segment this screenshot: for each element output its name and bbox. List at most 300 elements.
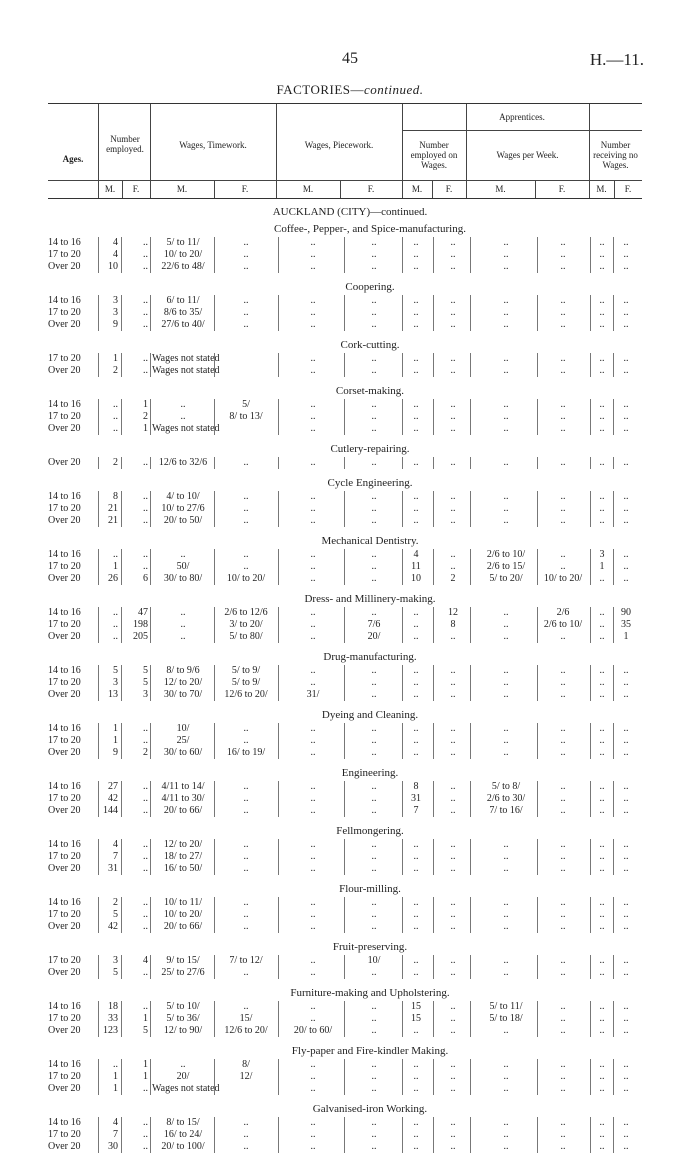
cell-timework-f: 2/6 to 12/6 — [224, 607, 268, 618]
cell-age: Over 20 — [48, 1141, 81, 1152]
cell-app-wage-m: 5/ to 11/ — [489, 1001, 523, 1012]
column-rule — [98, 1059, 99, 1095]
column-rule — [537, 237, 538, 273]
cell-app-wage-f: .. — [560, 723, 566, 734]
header-app-number: Number employed on Wages. — [410, 140, 458, 170]
cell-piecework-m: .. — [310, 1013, 316, 1024]
column-rule — [214, 1001, 215, 1037]
cell-app-num-f: .. — [450, 503, 456, 514]
cell-no-wage-f: .. — [623, 677, 629, 688]
cell-no-wage-m: .. — [599, 261, 605, 272]
cell-app-num-f: .. — [450, 249, 456, 260]
cell-piecework-f: .. — [371, 607, 377, 618]
cell-app-num-f: .. — [450, 549, 456, 560]
cell-timework-f: .. — [243, 457, 249, 468]
cell-app-num-m: .. — [413, 723, 419, 734]
column-rule — [98, 457, 99, 469]
cell-no-wage-m: .. — [599, 631, 605, 642]
cell-timework-m: .. — [180, 607, 186, 618]
industry-title: Coopering. — [345, 281, 395, 293]
column-rule — [470, 839, 471, 875]
cell-app-num-m: 31 — [411, 793, 421, 804]
column-rule — [214, 665, 215, 701]
column-rule — [402, 723, 403, 759]
cell-no-wage-f: .. — [623, 1013, 629, 1024]
industry-title: Furniture-making and Upholstering. — [290, 987, 450, 999]
cell-age: 14 to 16 — [48, 1001, 81, 1012]
cell-age: 17 to 20 — [48, 955, 81, 966]
industry-section — [0, 280, 700, 331]
cell-num-f: .. — [143, 897, 148, 908]
column-rule — [537, 665, 538, 701]
table-row — [0, 1083, 700, 1095]
cell-app-wage-m: .. — [503, 491, 509, 502]
cell-num-m: 3 — [113, 295, 118, 306]
cell-piecework-m: .. — [310, 897, 316, 908]
cell-app-wage-f: .. — [560, 399, 566, 410]
cell-age: 17 to 20 — [48, 411, 81, 422]
column-rule — [344, 1059, 345, 1095]
column-rule — [150, 1001, 151, 1037]
column-rule — [470, 549, 471, 585]
cell-piecework-m: .. — [310, 1083, 316, 1094]
industry-title: Fly-paper and Fire-kindler Making. — [291, 1045, 449, 1057]
cell-no-wage-m: .. — [599, 503, 605, 514]
cell-num-m: 3 — [113, 955, 118, 966]
cell-app-num-m: .. — [413, 1117, 419, 1128]
cell-app-num-f: .. — [450, 1141, 456, 1152]
cell-timework-f: .. — [243, 851, 249, 862]
table-row — [0, 573, 700, 585]
cell-app-num-f: .. — [450, 897, 456, 908]
cell-num-f: .. — [143, 1083, 148, 1094]
cell-timework-m: 10/ to 27/6 — [161, 503, 205, 514]
table-row — [0, 423, 700, 435]
cell-num-f: 5 — [143, 677, 148, 688]
cell-timework-m: 4/11 to 30/ — [161, 793, 205, 804]
column-rule — [590, 665, 591, 701]
cell-app-wage-f: .. — [560, 503, 566, 514]
cell-app-wage-m: .. — [503, 851, 509, 862]
column-rule — [121, 457, 122, 469]
cell-app-num-m: .. — [413, 399, 419, 410]
column-rule — [344, 955, 345, 979]
cell-no-wage-m: .. — [599, 967, 605, 978]
cell-timework-f: 8/ — [242, 1059, 250, 1070]
industry-section — [0, 766, 700, 817]
cell-piecework-f: .. — [371, 967, 377, 978]
cell-app-num-m: .. — [413, 1141, 419, 1152]
cell-app-wage-m: 2/6 to 30/ — [486, 793, 526, 804]
column-rule — [537, 839, 538, 875]
column-rule — [98, 665, 99, 701]
column-rule — [214, 781, 215, 817]
cell-no-wage-f: .. — [623, 781, 629, 792]
cell-app-wage-f: .. — [560, 1071, 566, 1082]
cell-app-num-m: .. — [413, 967, 419, 978]
column-rule — [433, 607, 434, 643]
cell-timework-m: Wages not stated — [152, 353, 220, 364]
cell-timework-f: 5/ to 9/ — [231, 677, 261, 688]
cell-timework-m: .. — [180, 619, 186, 630]
cell-app-num-m: .. — [413, 735, 419, 746]
column-rule — [121, 955, 122, 979]
table-row — [0, 723, 700, 735]
cell-timework-f: 12/6 to 20/ — [224, 689, 268, 700]
cell-no-wage-m: 1 — [599, 561, 605, 572]
cell-piecework-f: .. — [371, 781, 377, 792]
cell-age: 17 to 20 — [48, 851, 81, 862]
industry-section — [0, 708, 700, 759]
column-rule — [278, 1117, 279, 1153]
cell-app-wage-f: .. — [560, 515, 566, 526]
column-rule — [150, 549, 151, 585]
cell-num-m: 9 — [113, 319, 118, 330]
cell-app-num-m: .. — [413, 921, 419, 932]
cell-piecework-f: .. — [371, 689, 377, 700]
industry-title: Dyeing and Cleaning. — [321, 709, 419, 721]
column-rule — [214, 549, 215, 585]
cell-piecework-f: .. — [371, 573, 377, 584]
cell-num-f: 3 — [143, 689, 148, 700]
column-rule — [433, 897, 434, 933]
cell-app-wage-f: .. — [560, 423, 566, 434]
cell-piecework-m: .. — [310, 399, 316, 410]
cell-no-wage-m: .. — [599, 307, 605, 318]
header-m: M. — [411, 184, 423, 194]
column-rule — [344, 897, 345, 933]
cell-num-m: 4 — [113, 249, 118, 260]
cell-piecework-m: .. — [310, 967, 316, 978]
cell-num-f: 5 — [143, 665, 148, 676]
cell-num-f: 205 — [133, 631, 148, 642]
cell-num-m: .. — [113, 423, 118, 434]
table-row — [0, 261, 700, 273]
cell-app-num-f: .. — [450, 689, 456, 700]
header-m: M. — [302, 184, 314, 194]
cell-num-m: 9 — [113, 747, 118, 758]
cell-timework-m: .. — [180, 1059, 186, 1070]
header-wages-piecework: Wages, Piecework. — [304, 140, 374, 150]
cell-piecework-f: .. — [371, 839, 377, 850]
column-rule — [278, 549, 279, 585]
cell-num-f: .. — [143, 491, 148, 502]
cell-app-wage-m: .. — [503, 735, 509, 746]
cell-app-wage-f: .. — [560, 261, 566, 272]
cell-timework-f: .. — [243, 897, 249, 908]
cell-num-f: .. — [143, 307, 148, 318]
cell-app-wage-m: .. — [503, 307, 509, 318]
cell-app-num-m: .. — [413, 607, 419, 618]
header-f: F. — [241, 184, 249, 194]
column-rule — [470, 1001, 471, 1037]
cell-num-m: 30 — [108, 1141, 118, 1152]
column-rule — [537, 1001, 538, 1037]
column-rule — [344, 723, 345, 759]
cell-piecework-f: 20/ — [367, 631, 381, 642]
cell-num-m: 3 — [113, 307, 118, 318]
cell-num-f: .. — [143, 863, 148, 874]
cell-timework-m: 10/ to 20/ — [163, 249, 203, 260]
cell-num-m: 4 — [113, 839, 118, 850]
cell-app-wage-f: .. — [560, 863, 566, 874]
cell-piecework-f: .. — [371, 1141, 377, 1152]
cell-app-num-f: .. — [450, 1025, 456, 1036]
table-row — [0, 237, 700, 249]
cell-no-wage-f: .. — [623, 723, 629, 734]
cell-age: 14 to 16 — [48, 295, 81, 306]
cell-num-f: .. — [143, 549, 148, 560]
cell-timework-m: 10/ to 20/ — [163, 909, 203, 920]
column-rule — [121, 399, 122, 435]
cell-app-wage-m: .. — [503, 515, 509, 526]
cell-age: 17 to 20 — [48, 735, 81, 746]
cell-age: 14 to 16 — [48, 897, 81, 908]
column-rule — [433, 237, 434, 273]
column-rule — [150, 399, 151, 435]
column-rule — [344, 607, 345, 643]
cell-no-wage-f: .. — [623, 1117, 629, 1128]
column-rule — [121, 353, 122, 377]
cell-piecework-f: .. — [371, 805, 377, 816]
column-rule — [433, 1117, 434, 1153]
cell-app-num-f: .. — [450, 863, 456, 874]
cell-no-wage-m: .. — [599, 1013, 605, 1024]
table-row — [0, 1001, 700, 1013]
cell-timework-m: Wages not stated — [152, 365, 220, 376]
cell-no-wage-f: .. — [623, 365, 629, 376]
cell-no-wage-f: .. — [623, 1141, 629, 1152]
column-rule — [537, 457, 538, 469]
column-rule — [214, 723, 215, 759]
cell-app-num-f: .. — [450, 319, 456, 330]
column-rule — [121, 723, 122, 759]
cell-piecework-f: .. — [371, 237, 377, 248]
table-row — [0, 851, 700, 863]
cell-piecework-m: .. — [310, 503, 316, 514]
cell-num-f: .. — [143, 561, 148, 572]
column-rule — [537, 399, 538, 435]
cell-piecework-m: .. — [310, 1129, 316, 1140]
cell-num-f: .. — [143, 839, 148, 850]
table-row — [0, 503, 700, 515]
cell-app-num-m: .. — [413, 261, 419, 272]
cell-age: 14 to 16 — [48, 723, 81, 734]
cell-age: 14 to 16 — [48, 549, 81, 560]
cell-piecework-m: .. — [310, 781, 316, 792]
industry-section — [0, 222, 700, 273]
cell-num-f: .. — [143, 1001, 148, 1012]
cell-no-wage-f: .. — [623, 319, 629, 330]
cell-app-wage-m: .. — [503, 747, 509, 758]
cell-age: Over 20 — [48, 319, 81, 330]
cell-num-m: 2 — [113, 897, 118, 908]
column-rule — [537, 549, 538, 585]
column-rule — [537, 353, 538, 377]
cell-timework-f: 12/ — [239, 1071, 253, 1082]
cell-app-wage-f: .. — [560, 1025, 566, 1036]
cell-app-wage-f: .. — [560, 689, 566, 700]
cell-piecework-m: .. — [310, 353, 316, 364]
cell-app-wage-f: .. — [560, 921, 566, 932]
cell-timework-m: .. — [180, 411, 186, 422]
table-row — [0, 747, 700, 759]
cell-app-num-f: 2 — [450, 573, 456, 584]
column-rule — [121, 607, 122, 643]
cell-piecework-f: .. — [371, 793, 377, 804]
cell-timework-m: 8/ to 15/ — [166, 1117, 200, 1128]
cell-no-wage-f: .. — [623, 261, 629, 272]
cell-app-num-f: .. — [450, 411, 456, 422]
column-rule — [402, 491, 403, 527]
cell-piecework-m: .. — [310, 1141, 316, 1152]
cell-age: 14 to 16 — [48, 839, 81, 850]
cell-num-m: .. — [113, 631, 118, 642]
column-rule — [613, 237, 614, 273]
cell-timework-f: .. — [243, 515, 249, 526]
column-rule — [433, 839, 434, 875]
column-rule — [278, 723, 279, 759]
column-rule — [402, 237, 403, 273]
cell-timework-m: 5/ to 10/ — [166, 1001, 200, 1012]
cell-timework-m: 10/ to 11/ — [164, 897, 202, 908]
industry-title: Engineering. — [341, 767, 399, 779]
column-rule — [613, 457, 614, 469]
column-rule — [470, 1059, 471, 1095]
cell-piecework-m: .. — [310, 839, 316, 850]
cell-app-wage-m: .. — [503, 1025, 509, 1036]
cell-no-wage-m: .. — [599, 457, 605, 468]
cell-piecework-f: .. — [371, 365, 377, 376]
cell-timework-m: 30/ to 80/ — [163, 573, 203, 584]
cell-no-wage-m: .. — [599, 665, 605, 676]
cell-timework-m: .. — [180, 631, 186, 642]
cell-app-num-f: .. — [450, 921, 456, 932]
header-f: F. — [624, 184, 632, 194]
cell-app-num-f: .. — [450, 665, 456, 676]
cell-app-wage-f: .. — [560, 967, 566, 978]
cell-app-num-m: .. — [413, 1129, 419, 1140]
column-rule — [121, 1001, 122, 1037]
industry-section — [0, 476, 700, 527]
cell-app-num-m: 11 — [411, 561, 421, 572]
cell-app-num-f: .. — [450, 781, 456, 792]
cell-no-wage-f: .. — [623, 735, 629, 746]
cell-piecework-m: .. — [310, 735, 316, 746]
cell-piecework-f: .. — [371, 909, 377, 920]
cell-app-num-f: .. — [450, 423, 456, 434]
cell-timework-f: 12/6 to 20/ — [224, 1025, 268, 1036]
industry-title: Cork-cutting. — [340, 339, 400, 351]
column-rule — [121, 295, 122, 331]
cell-num-m: 13 — [108, 689, 118, 700]
industry-section — [0, 986, 700, 1037]
cell-app-num-m: .. — [413, 1083, 419, 1094]
cell-num-f: .. — [143, 781, 148, 792]
cell-piecework-m: .. — [310, 491, 316, 502]
column-rule — [470, 781, 471, 817]
cell-age: 17 to 20 — [48, 1071, 81, 1082]
cell-timework-m: 20/ to 66/ — [163, 805, 203, 816]
cell-app-num-m: .. — [413, 503, 419, 514]
column-rule — [613, 549, 614, 585]
column-rule — [278, 665, 279, 701]
cell-app-num-m: .. — [413, 1059, 419, 1070]
cell-timework-m: 12/ to 20/ — [163, 839, 203, 850]
table-row — [0, 1059, 700, 1071]
cell-no-wage-f: .. — [623, 747, 629, 758]
column-rule — [278, 839, 279, 875]
cell-app-num-f: .. — [450, 237, 456, 248]
column-rule — [470, 399, 471, 435]
cell-app-num-m: .. — [413, 237, 419, 248]
cell-piecework-m: .. — [310, 237, 316, 248]
cell-timework-f: .. — [243, 805, 249, 816]
column-rule — [278, 295, 279, 331]
cell-app-wage-f: .. — [560, 295, 566, 306]
cell-app-wage-f: .. — [560, 237, 566, 248]
cell-piecework-m: .. — [310, 249, 316, 260]
cell-app-num-m: .. — [413, 631, 419, 642]
cell-no-wage-f: .. — [623, 1025, 629, 1036]
column-rule — [121, 781, 122, 817]
cell-num-m: 5 — [113, 909, 118, 920]
cell-app-wage-m: .. — [503, 261, 509, 272]
cell-no-wage-m: .. — [599, 399, 605, 410]
column-rule — [433, 295, 434, 331]
cell-timework-f: .. — [243, 967, 249, 978]
column-rule — [402, 1117, 403, 1153]
cell-app-num-m: .. — [413, 411, 419, 422]
cell-app-num-f: .. — [450, 561, 456, 572]
cell-age: 14 to 16 — [48, 1059, 81, 1070]
table-row — [0, 677, 700, 689]
cell-age: Over 20 — [48, 261, 81, 272]
table-row — [0, 249, 700, 261]
cell-age: Over 20 — [48, 863, 81, 874]
cell-num-m: 1 — [113, 1071, 118, 1082]
cell-app-wage-f: .. — [560, 1083, 566, 1094]
cell-no-wage-m: .. — [599, 319, 605, 330]
cell-piecework-m: .. — [310, 955, 316, 966]
cell-timework-f: 5/ to 80/ — [229, 631, 263, 642]
cell-timework-m: 20/ — [176, 1071, 190, 1082]
cell-no-wage-m: 3 — [599, 549, 605, 560]
cell-timework-f: .. — [243, 1141, 249, 1152]
cell-num-m: 10 — [108, 261, 118, 272]
cell-piecework-f: .. — [371, 1129, 377, 1140]
header-f: F. — [445, 184, 453, 194]
column-rule — [613, 723, 614, 759]
cell-app-num-f: .. — [450, 1013, 456, 1024]
cell-piecework-m: .. — [310, 805, 316, 816]
column-rule — [470, 1117, 471, 1153]
cell-num-m: .. — [113, 549, 118, 560]
cell-app-wage-m: .. — [503, 619, 509, 630]
cell-app-wage-m: .. — [503, 665, 509, 676]
cell-num-m: .. — [113, 411, 118, 422]
cell-timework-f: .. — [243, 921, 249, 932]
cell-age: 17 to 20 — [48, 619, 81, 630]
cell-piecework-f: .. — [371, 549, 377, 560]
cell-app-wage-f: .. — [560, 793, 566, 804]
cell-app-num-f: .. — [450, 491, 456, 502]
column-rule — [344, 1001, 345, 1037]
cell-timework-m: .. — [180, 549, 186, 560]
cell-no-wage-m: .. — [599, 237, 605, 248]
cell-app-num-m: .. — [413, 839, 419, 850]
cell-timework-f: .. — [243, 1117, 249, 1128]
